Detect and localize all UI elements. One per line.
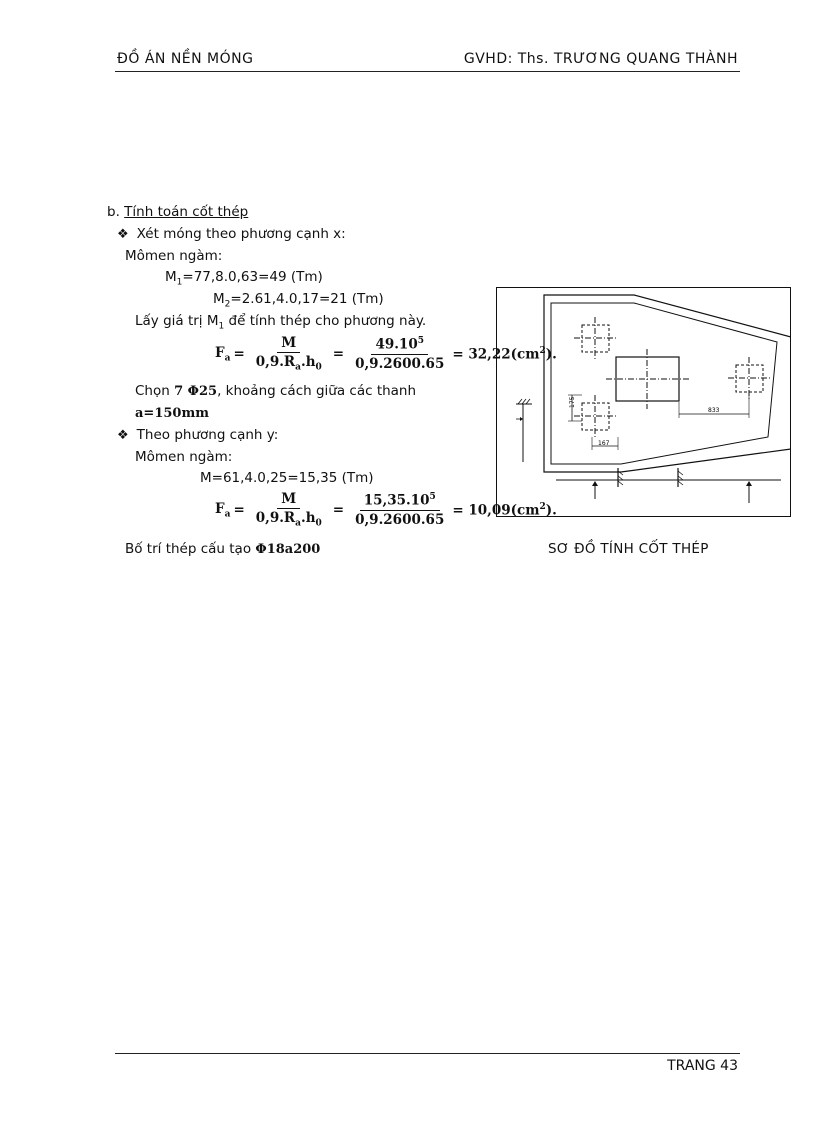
section-heading xyxy=(107,204,248,220)
footing-outer xyxy=(544,295,791,472)
x-moment-label: Mômen ngàm: xyxy=(125,248,223,264)
header-divider xyxy=(115,71,740,72)
dim-175: 175 xyxy=(569,396,576,408)
formula-lhs: $F_a$ xyxy=(215,500,231,520)
x-moment-m1: $M_1=77,8.0,63=49$ (Tm) xyxy=(165,269,323,288)
choose-after: để tính thép cho phương này. xyxy=(224,313,427,329)
section-label: b. xyxy=(107,204,120,220)
x-direction-heading xyxy=(117,226,346,242)
rebar-diagram xyxy=(496,287,791,517)
structural-rebar: Φ18a200 xyxy=(255,542,321,557)
header-instructor: GVHD: Ths. TRƯƠNG QUANG THÀNH xyxy=(463,51,738,67)
diagram-caption: SƠ ĐỒ TÍNH CỐT THÉP xyxy=(548,541,709,557)
formula-fraction-1: $\frac{M}{0,9.R_a.h_0}$ xyxy=(255,335,322,373)
x-choose-text: Lấy giá trị $M_1$ để tính thép cho phương này. xyxy=(135,313,427,332)
formula-fraction-1: $\frac{M}{0,9.R_a.h_0}$ xyxy=(255,491,322,529)
m1-value: =77,8.0,63=49 (Tm) xyxy=(182,269,323,285)
formula-fraction-2: $\frac{49.10^5}{0,9.2600.65}$ xyxy=(355,336,445,372)
x-moment-m2: $M_2=2.61,4.0,17=21$ (Tm) xyxy=(213,291,384,310)
x-heading-text: Xét móng theo phương cạnh x: xyxy=(136,226,346,242)
diamond-bullet-icon: ❖ xyxy=(117,227,129,242)
y-heading-text: Theo phương cạnh y: xyxy=(136,427,279,443)
m2-value: =2.61,4.0,17=21 (Tm) xyxy=(230,291,384,307)
rebar-spacing: a=150mm xyxy=(135,406,209,421)
y-direction-heading xyxy=(117,427,278,443)
x-formula: $F_a$ = $\frac{M}{0,9.R_a.h_0}$ = $\frac{49.10^5}{0,9.2600.65}$ = $32,22(cm^2)$. xyxy=(215,335,557,373)
layout-text: Bố trí thép cấu tạo Φ18a200 xyxy=(125,541,321,557)
formula-fraction-2: $\frac{15,35.10^5}{0,9.2600.65}$ xyxy=(355,492,445,528)
y-moment-value: M=61,4.0,25=15,35 (Tm) xyxy=(200,470,374,486)
diagram-frame xyxy=(497,288,791,517)
y-moment-label: Mômen ngàm: xyxy=(135,449,233,465)
header-title: ĐỒ ÁN NỀN MÓNG xyxy=(117,51,254,67)
dim-833: 833 xyxy=(708,407,720,414)
rebar-choice: 7 Φ25 xyxy=(174,384,218,399)
y-formula: $F_a$ = $\frac{M}{0,9.R_a.h_0}$ = $\frac{15,35.10^5}{0,9.2600.65}$ = $10,09(cm^2)$. xyxy=(215,491,557,529)
formula-result: = $10,09(cm^2)$. xyxy=(452,501,557,519)
formula-lhs: $F_a$ xyxy=(215,344,231,364)
footer-divider xyxy=(115,1053,740,1054)
diamond-bullet-icon: ❖ xyxy=(117,428,129,443)
choose-before: Lấy giá trị M xyxy=(135,313,219,329)
x-select-text: Chọn 7 Φ25, khoảng cách giữa các thanh xyxy=(135,383,417,399)
formula-result: = $32,22(cm^2)$. xyxy=(452,345,557,363)
section-title: Tính toán cốt thép xyxy=(124,204,249,220)
page-number: TRANG 43 xyxy=(667,1058,738,1074)
dim-167: 167 xyxy=(598,440,610,447)
footing-inner xyxy=(551,303,777,464)
